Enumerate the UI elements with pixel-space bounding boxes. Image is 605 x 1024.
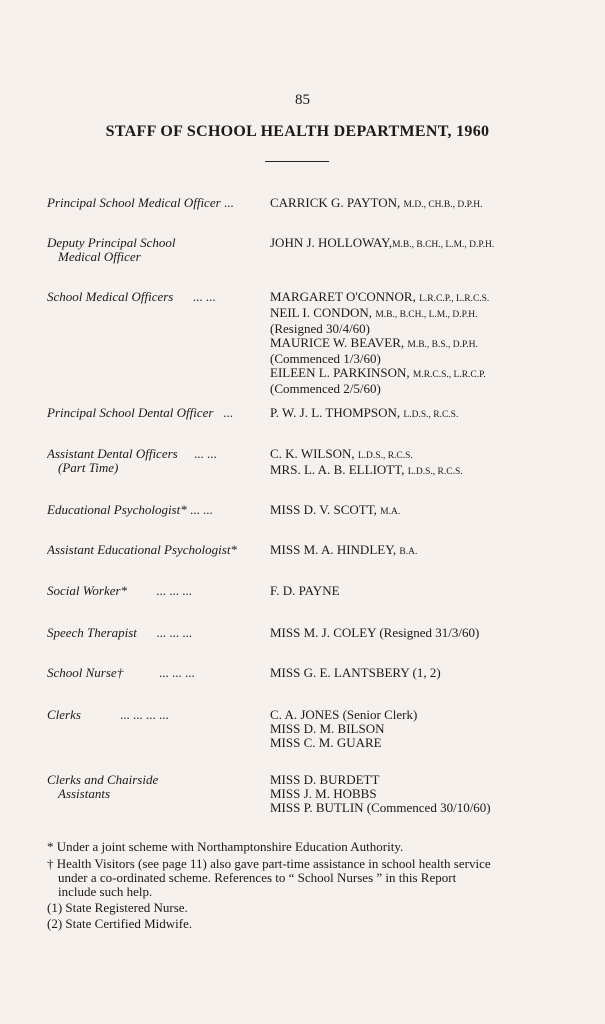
entry-value: MISS G. E. LANTSBERY (1, 2)	[270, 665, 441, 680]
entry-label: Clerks ... ... ... ...	[47, 708, 169, 722]
footnote-joint-scheme: * Under a joint scheme with Northamptonshire Education Authority.	[47, 839, 404, 854]
entry-label: School Medical Officers ... ...	[47, 290, 216, 304]
entry-label: Speech Therapist ... ... ...	[47, 626, 193, 640]
entry-value: MISS D. BURDETT MISS J. M. HOBBS MISS P. BUTLIN (Commenced 30/10/60)	[270, 772, 491, 815]
entry-value: C. K. WILSON, L.D.S., R.C.S. MRS. L. A. B. ELLIOTT, L.D.S., R.C.S.	[270, 446, 463, 477]
entry-value: CARRICK G. PAYTON, M.D., CH.B., D.P.H.	[270, 195, 483, 210]
entry-value: MISS M. A. HINDLEY, B.A.	[270, 542, 418, 557]
page-number: 85	[295, 92, 310, 108]
entry-label: Principal School Dental Officer ...	[47, 406, 233, 420]
entry-value: MARGARET O'CONNOR, L.R.C.P., L.R.C.S. NEIL I. CONDON, M.B., B.CH., L.M., D.P.H. (Resigned 30/4/60) MAURICE W. BEAVER, M.B., B.S., D.P.H. (Commenced 1/3/60) EILEEN L. PARKINSON, M.R.C.S., L.R.C.P. (Commenced 2/5/60)	[270, 289, 490, 396]
entry-value: JOHN J. HOLLOWAY,M.B., B.CH., L.M., D.P.H.	[270, 235, 495, 250]
entry-label: Assistant Dental Officers ... ... (Part Time)	[47, 447, 217, 475]
entry-value: MISS M. J. COLEY (Resigned 31/3/60)	[270, 625, 480, 640]
entry-label: School Nurse† ... ... ...	[47, 666, 195, 680]
entry-label: Assistant Educational Psychologist*	[47, 543, 237, 557]
page-title: STAFF OF SCHOOL HEALTH DEPARTMENT, 1960	[105, 123, 490, 140]
footnote-state-registered-nurse: (1) State Registered Nurse.	[47, 900, 188, 915]
entry-label: Principal School Medical Officer ...	[47, 196, 234, 210]
footnote-health-visitors: † Health Visitors (see page 11) also gave part-time assistance in school health service under a co-ordinated scheme. References to “ School Nurses ” in this Report include such help.	[47, 856, 491, 899]
entry-value: MISS D. V. SCOTT, M.A.	[270, 502, 401, 517]
entry-value: C. A. JONES (Senior Clerk) MISS D. M. BILSON MISS C. M. GUARE	[270, 707, 418, 750]
entry-label: Clerks and Chairside Assistants	[47, 773, 159, 801]
footnote-state-certified-midwife: (2) State Certified Midwife.	[47, 916, 193, 931]
entry-label: Deputy Principal School Medical Officer	[47, 236, 176, 264]
title-divider	[265, 161, 329, 162]
entry-label: Educational Psychologist* ... ...	[47, 503, 213, 517]
entry-value: F. D. PAYNE	[270, 583, 340, 598]
entry-label: Social Worker* ... ... ...	[47, 584, 193, 598]
entry-value: P. W. J. L. THOMPSON, L.D.S., R.C.S.	[270, 405, 459, 420]
